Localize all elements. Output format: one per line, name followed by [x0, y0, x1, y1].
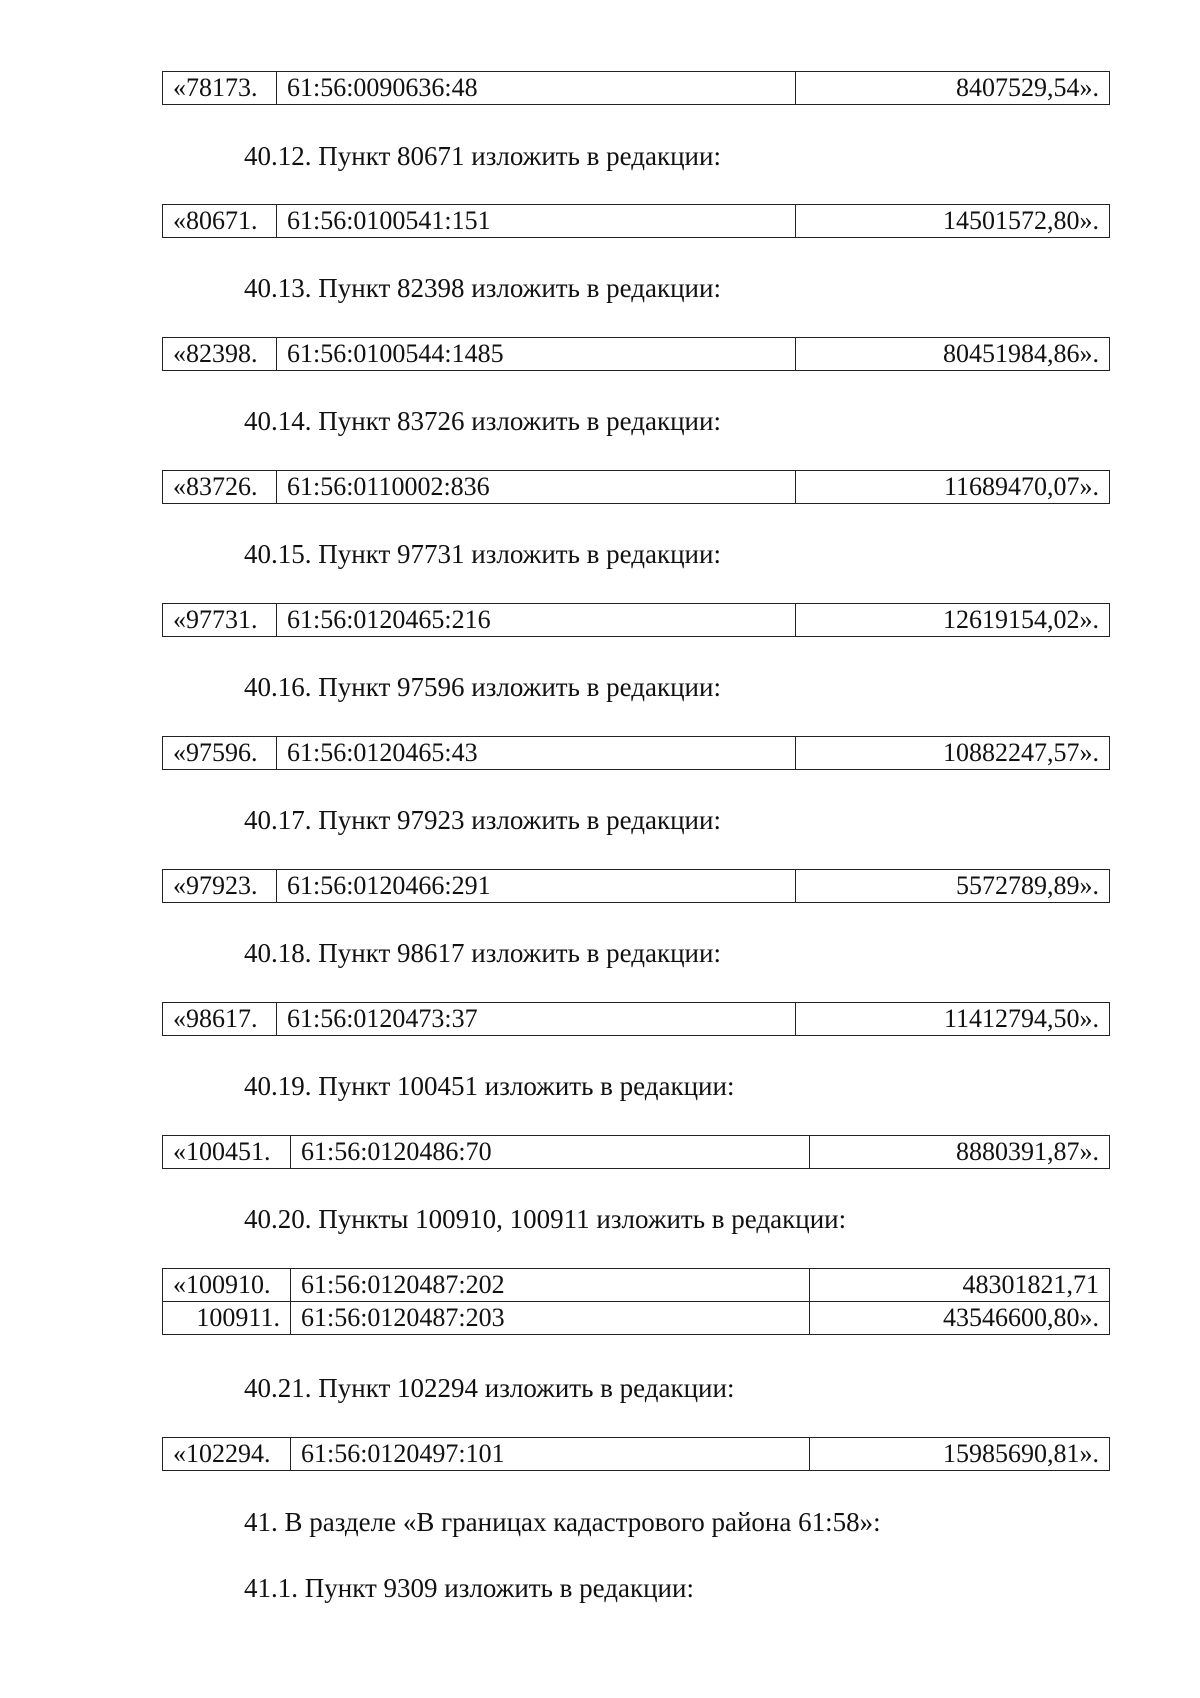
paragraph-heading: 40.16. Пункт 97596 изложить в редакции:: [244, 672, 721, 702]
entry-number: «83726.: [163, 471, 277, 504]
entry-table-100451: [162, 1135, 1110, 1169]
cadastral-number: 61:56:0110002:836: [276, 471, 795, 504]
entry-number: «97923.: [163, 870, 277, 903]
table-row: [163, 1302, 1110, 1335]
paragraph-heading: 40.12. Пункт 80671 изложить в редакции:: [244, 141, 721, 171]
entry-table-80671: [162, 204, 1110, 238]
entry-table-97923: [162, 869, 1110, 903]
entry-table-97731: [162, 603, 1110, 637]
entry-table-83726: [162, 470, 1110, 504]
cadastral-value: 12619154,02».: [796, 604, 1110, 637]
paragraph-heading: 40.18. Пункт 98617 изложить в редакции:: [244, 938, 721, 968]
paragraph-heading: 40.14. Пункт 83726 изложить в редакции:: [244, 406, 721, 436]
paragraph-heading: 40.20. Пункты 100910, 100911 изложить в редакции:: [244, 1204, 847, 1234]
entry-number: 100911.: [163, 1302, 291, 1335]
cadastral-number: 61:56:0120466:291: [276, 870, 795, 903]
cadastral-value: 43546600,80».: [810, 1302, 1110, 1335]
entry-table-98617: [162, 1002, 1110, 1036]
cadastral-number: 61:56:0120487:202: [290, 1269, 809, 1302]
cadastral-number: 61:56:0090636:48: [276, 72, 795, 105]
cadastral-value: 11412794,50».: [796, 1003, 1110, 1036]
section-heading: 41. В разделе «В границах кадастрового района 61:58»:: [244, 1507, 881, 1537]
table-row: [163, 1269, 1110, 1302]
cadastral-value: 80451984,86».: [796, 338, 1110, 371]
entry-number: «100910.: [163, 1269, 291, 1302]
paragraph-heading: 40.17. Пункт 97923 изложить в редакции:: [244, 805, 721, 835]
entry-number: «102294.: [163, 1438, 291, 1471]
cadastral-value: 5572789,89».: [796, 870, 1110, 903]
cadastral-number: 61:56:0120497:101: [290, 1438, 809, 1471]
cadastral-value: 48301821,71: [810, 1269, 1110, 1302]
entry-number: «100451.: [163, 1136, 291, 1169]
cadastral-value: 8880391,87».: [810, 1136, 1110, 1169]
subsection-heading: 41.1. Пункт 9309 изложить в редакции:: [244, 1573, 694, 1603]
table-row: [163, 604, 1110, 637]
table-row: [163, 1003, 1110, 1036]
paragraph-heading: 40.19. Пункт 100451 изложить в редакции:: [244, 1071, 735, 1101]
entry-number: «97731.: [163, 604, 277, 637]
cadastral-number: 61:56:0100541:151: [276, 205, 795, 238]
entry-table-97596: [162, 736, 1110, 770]
cadastral-value: 14501572,80».: [796, 205, 1110, 238]
entry-number: «97596.: [163, 737, 277, 770]
cadastral-number: 61:56:0120487:203: [290, 1302, 809, 1335]
entry-number: «98617.: [163, 1003, 277, 1036]
cadastral-number: 61:56:0100544:1485: [276, 338, 795, 371]
cadastral-number: 61:56:0120486:70: [290, 1136, 809, 1169]
cadastral-number: 61:56:0120465:43: [276, 737, 795, 770]
entry-table-102294: [162, 1437, 1110, 1471]
cadastral-value: 10882247,57».: [796, 737, 1110, 770]
entry-table-78173: [162, 71, 1110, 105]
paragraph-heading: 40.15. Пункт 97731 изложить в редакции:: [244, 539, 721, 569]
cadastral-value: 8407529,54».: [796, 72, 1110, 105]
table-row: [163, 737, 1110, 770]
cadastral-number: 61:56:0120473:37: [276, 1003, 795, 1036]
cadastral-value: 15985690,81».: [810, 1438, 1110, 1471]
entry-number: «80671.: [163, 205, 277, 238]
paragraph-heading: 40.21. Пункт 102294 изложить в редакции:: [244, 1373, 735, 1403]
paragraph-heading: 40.13. Пункт 82398 изложить в редакции:: [244, 273, 721, 303]
table-row: [163, 205, 1110, 238]
entry-number: «78173.: [163, 72, 277, 105]
entry-number: «82398.: [163, 338, 277, 371]
table-row: [163, 1438, 1110, 1471]
table-row: [163, 338, 1110, 371]
table-row: [163, 72, 1110, 105]
cadastral-value: 11689470,07».: [796, 471, 1110, 504]
table-row: [163, 870, 1110, 903]
entry-table-100910-100911: [162, 1268, 1110, 1335]
table-row: [163, 1136, 1110, 1169]
cadastral-number: 61:56:0120465:216: [276, 604, 795, 637]
entry-table-82398: [162, 337, 1110, 371]
table-row: [163, 471, 1110, 504]
